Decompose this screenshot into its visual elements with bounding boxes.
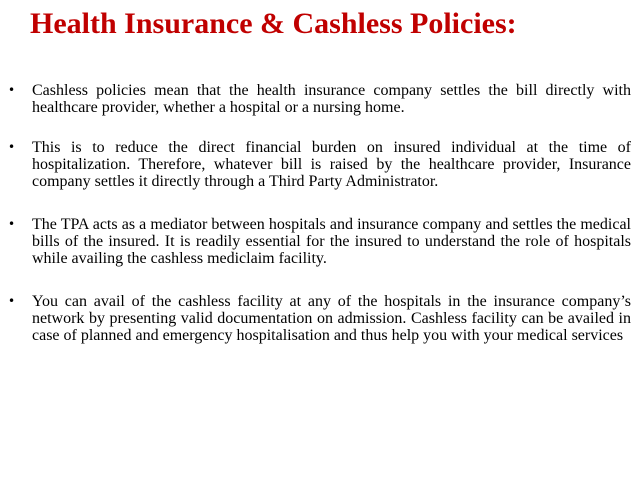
bullet-dot-icon: • [8, 217, 16, 231]
bullet-list [0, 82, 638, 370]
bullet-dot-icon: • [8, 140, 16, 154]
bullet-item [0, 216, 631, 267]
bullet-item [0, 82, 631, 116]
slide-title: Health Insurance & Cashless Policies: [30, 7, 517, 40]
bullet-text: Cashless policies mean that the health insurance company settles the bill directly with healthcare provider, whether a hospital or a nursing home. [32, 82, 631, 116]
bullet-text: This is to reduce the direct financial burden on insured individual at the time of hospitalization. Therefore, whatever bill is raised by the healthcare provider, Insurance company settles it directly through a Third Party Administrator. [32, 139, 631, 190]
bullet-text: You can avail of the cashless facility at any of the hospitals in the insurance company’s network by presenting valid documentation on admission. Cashless facility can be availed in case of planned and emergency hospitalisation and thus help you with your medical services [32, 293, 631, 344]
bullet-dot-icon: • [8, 294, 16, 308]
bullet-dot-icon: • [8, 83, 16, 97]
bullet-item [0, 293, 631, 344]
bullet-item [0, 139, 631, 190]
bullet-text: The TPA acts as a mediator between hospitals and insurance company and settles the medical bills of the insured. It is readily essential for the insured to understand the role of hospitals while availing the cashless mediclaim facility. [32, 216, 631, 267]
